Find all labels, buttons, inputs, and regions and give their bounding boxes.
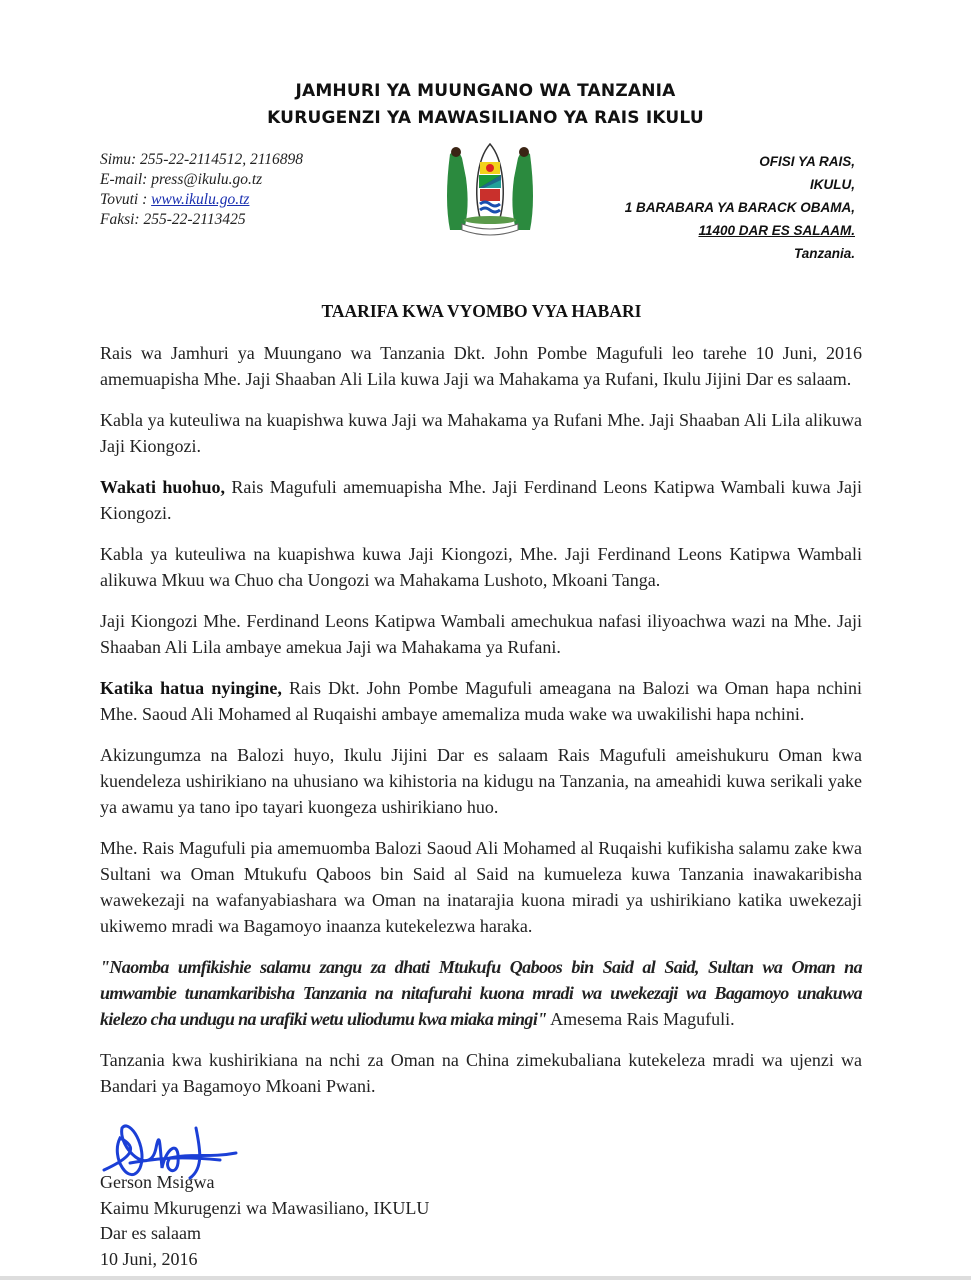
- contact-block: [100, 150, 303, 230]
- coat-of-arms-icon: [436, 140, 544, 240]
- paragraph-3-lead: Wakati huohuo,: [100, 477, 225, 497]
- paragraph-10: Tanzania kwa kushirikiana na nchi za Oman na China zimekubaliana kutekeleza mradi wa ujenzi wa Bandari ya Bagamoyo Mkoani Pwani.: [100, 1050, 862, 1096]
- address-line-1: OFISI YA RAIS,: [759, 154, 855, 169]
- signoff-position: Kaimu Mkurugenzi wa Mawasiliano, IKULU: [100, 1197, 430, 1218]
- paragraph-3: [100, 474, 862, 526]
- contact-website-label: Tovuti :: [100, 191, 152, 208]
- document-title: TAARIFA KWA VYOMBO VYA HABARI: [321, 301, 642, 321]
- header-line-2: KURUGENZI YA MAWASILIANO YA RAIS IKULU: [267, 108, 704, 128]
- paragraph-1: Rais wa Jamhuri ya Muungano wa Tanzania Dkt. John Pombe Magufuli leo tarehe 10 Juni, 2016 amemuapisha Mhe. Jaji Shaaban Ali Lila kuwa Jaji wa Mahakama ya Rufani, Ikulu Jijini Dar es salaam.: [100, 343, 862, 389]
- paragraph-7: Akizungumza na Balozi huyo, Ikulu Jijini Dar es salaam Rais Magufuli ameishukuru Oman kwa kuendeleza ushirikiano na uhusiano wa kihistoria na kidugu na Tanzania, na ameahidi kuwa serikali yake ya awamu ya tano ipo tayari kuongeza ushirikiano huo.: [100, 745, 862, 817]
- contact-website-row: [100, 190, 303, 210]
- paragraph-9-text: Amesema Rais Magufuli.: [546, 1009, 735, 1029]
- address-line-3: 1 BARABARA YA BARACK OBAMA,: [624, 200, 855, 215]
- paragraph-9: [100, 954, 862, 1032]
- paragraph-5: Jaji Kiongozi Mhe. Ferdinand Leons Katipwa Wambali amechukua nafasi iliyoachwa wazi na Mhe. Jaji Shaaban Ali Lila ambaye amekua Jaji wa Mahakama ya Rufani.: [100, 611, 862, 657]
- signoff-place: Dar es salaam: [100, 1223, 201, 1243]
- signoff-name: Gerson Msigwa: [100, 1172, 215, 1192]
- contact-fax: Faksi: 255-22-2113425: [100, 211, 246, 228]
- address-line-4: 11400 DAR ES SALAAM.: [698, 223, 855, 238]
- contact-email: E-mail: press@ikulu.go.tz: [100, 171, 263, 188]
- paragraph-6-text: Rais Dkt. John Pombe Magufuli ameagana na Balozi wa Oman hapa nchini Mhe. Saoud Ali Mohamed al Ruqaishi ambaye amemaliza muda wake wa uwakilishi hapa nchini.: [100, 678, 862, 724]
- address-line-2: IKULU,: [810, 177, 855, 192]
- contact-phone: Simu: 255-22-2114512, 2116898: [100, 151, 304, 168]
- document-body: [100, 340, 862, 1114]
- address-block: [625, 150, 855, 265]
- paragraph-3-text: Rais Magufuli amemuapisha Mhe. Jaji Ferdinand Leons Katipwa Wambali kuwa Jaji Kiongozi.: [100, 477, 862, 523]
- paragraph-6: [100, 675, 862, 727]
- paragraph-9-quote: "Naomba umfikishie salamu zangu za dhati Mtukufu Qaboos bin Said al Said, Sultan wa Oman na umwambie tunamkaribisha Tanzania na nitafurahi kuona mradi wa uwekezaji wa Bagamoyo unakuwa kielezo cha undugu na urafiki wetu uliodumu kwa miaka mingi": [100, 957, 862, 1029]
- signature-icon: [100, 1108, 245, 1193]
- signoff-date: 10 Juni, 2016: [100, 1248, 198, 1269]
- paragraph-4: Kabla ya kuteuliwa na kuapishwa kuwa Jaji Kiongozi, Mhe. Jaji Ferdinand Leons Katipwa Wambali alikuwa Mkuu wa Chuo cha Uongozi wa Mahakama Lushoto, Mkoani Tanga.: [100, 544, 862, 590]
- website-link[interactable]: www.ikulu.go.tz: [151, 191, 250, 208]
- header-line-1: JAMHURI YA MUUNGANO WA TANZANIA: [295, 81, 676, 101]
- address-line-5: Tanzania.: [793, 246, 855, 261]
- paragraph-2: Kabla ya kuteuliwa na kuapishwa kuwa Jaji wa Mahakama ya Rufani Mhe. Jaji Shaaban Ali Lila alikuwa Jaji Kiongozi.: [100, 410, 862, 456]
- paragraph-8: Mhe. Rais Magufuli pia amemuomba Balozi Saoud Ali Mohamed al Ruqaishi kufikisha salamu zake kwa Sultani wa Oman Mtukufu Qaboos bin Said al Said na kumueleza kuwa Tanzania inawakaribisha wawekezaji na wafanyabiashara wa Oman na inatarajia kuona miradi ya ushirikiano katika uwekezaji ukiwemo mradi wa Bagamoyo inaanza kutekelezwa haraka.: [100, 838, 862, 936]
- page-bottom-edge: [0, 1276, 971, 1280]
- paragraph-6-lead: Katika hatua nyingine,: [100, 678, 282, 698]
